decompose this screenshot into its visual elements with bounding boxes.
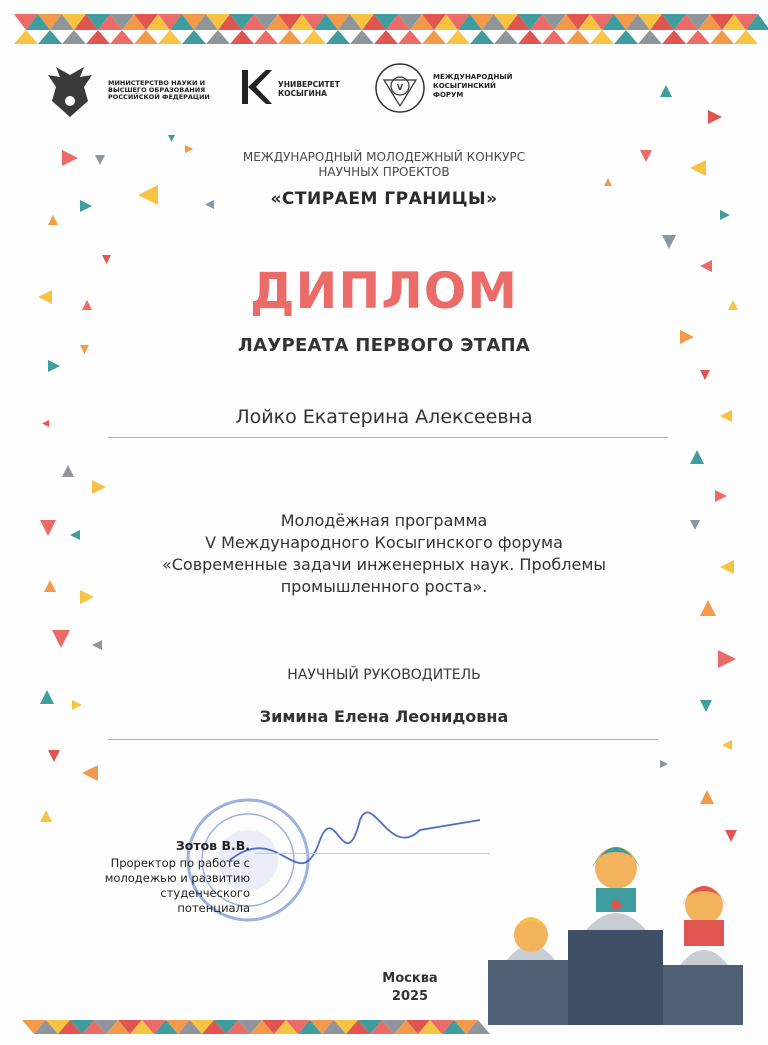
podium-illustration bbox=[488, 847, 743, 1025]
contest-heading bbox=[0, 150, 768, 180]
border-triangle bbox=[614, 30, 638, 44]
scatter-triangle bbox=[92, 480, 106, 494]
svg-text:V: V bbox=[396, 83, 404, 92]
border-triangle bbox=[62, 30, 86, 44]
supervisor-underline bbox=[108, 739, 658, 740]
scatter-triangle bbox=[52, 630, 70, 648]
scatter-triangle bbox=[700, 600, 716, 616]
year: 2025 bbox=[391, 989, 429, 1004]
border-triangle bbox=[422, 30, 446, 44]
border-triangle bbox=[230, 30, 254, 44]
border-triangle bbox=[710, 30, 734, 44]
border-triangle bbox=[14, 30, 38, 44]
border-triangle bbox=[518, 30, 542, 44]
scatter-triangle bbox=[660, 85, 672, 97]
university-logo-icon bbox=[242, 70, 272, 104]
scatter-triangle bbox=[660, 760, 668, 768]
border-triangle bbox=[446, 30, 470, 44]
scatter-triangle bbox=[715, 490, 727, 502]
forum-logo-text bbox=[433, 73, 513, 100]
scatter-triangle bbox=[82, 765, 98, 781]
city: Москва bbox=[382, 971, 438, 986]
scatter-triangle bbox=[662, 235, 676, 249]
recipient-underline bbox=[108, 437, 668, 438]
city-year bbox=[380, 970, 440, 1006]
border-triangle bbox=[734, 30, 758, 44]
scatter-triangle bbox=[700, 790, 714, 804]
forum-logo-line: ФОРУМ bbox=[433, 91, 464, 99]
border-triangle bbox=[350, 30, 374, 44]
forum-logo-icon bbox=[376, 64, 424, 112]
border-triangle bbox=[662, 30, 686, 44]
scatter-triangle bbox=[708, 110, 722, 124]
scatter-triangle bbox=[40, 810, 52, 822]
forum-logo-line: КОСЫГИНСКИЙ bbox=[433, 82, 496, 90]
program-description bbox=[0, 510, 768, 598]
contest-name: «СТИРАЕМ ГРАНИЦЫ» bbox=[270, 189, 498, 209]
scatter-triangle bbox=[725, 830, 737, 842]
top-triangle-border bbox=[14, 14, 768, 44]
border-triangle bbox=[206, 30, 230, 44]
program-line: V Международного Косыгинского форума bbox=[205, 533, 563, 552]
border-triangle bbox=[110, 30, 134, 44]
border-triangle bbox=[278, 30, 302, 44]
border-triangle bbox=[158, 30, 182, 44]
university-logo-line: КОСЫГИНА bbox=[278, 89, 327, 98]
eagle-emblem-icon bbox=[48, 67, 92, 117]
signatory-position-line: Проректор по работе с bbox=[110, 856, 250, 870]
border-triangle bbox=[254, 30, 278, 44]
program-line: «Современные задачи инженерных наук. Проблемы bbox=[161, 555, 607, 574]
scatter-triangle bbox=[48, 360, 60, 372]
border-triangle bbox=[590, 30, 614, 44]
border-triangle bbox=[494, 30, 518, 44]
program-line: промышленного роста». bbox=[280, 577, 488, 596]
border-triangle bbox=[38, 30, 62, 44]
scatter-triangle bbox=[690, 450, 704, 464]
supervisor-label: НАУЧНЫЙ РУКОВОДИТЕЛЬ bbox=[287, 667, 481, 683]
bottom-triangle-border bbox=[22, 1020, 490, 1034]
scatter-triangle bbox=[48, 750, 60, 762]
border-triangle bbox=[326, 30, 350, 44]
diploma-title: ДИПЛОМ bbox=[249, 262, 518, 320]
border-triangle bbox=[638, 30, 662, 44]
scatter-triangle bbox=[700, 370, 710, 380]
supervisor-name: Зимина Елена Леонидовна bbox=[259, 707, 509, 726]
university-logo-text bbox=[278, 80, 340, 98]
scatter-triangle bbox=[48, 215, 58, 225]
border-triangle bbox=[566, 30, 590, 44]
program-line: Молодёжная программа bbox=[280, 511, 488, 530]
contest-heading-line: МЕЖДУНАРОДНЫЙ МОЛОДЕЖНЫЙ КОНКУРС bbox=[242, 150, 526, 164]
signature-line bbox=[255, 853, 490, 854]
signatory-name: Зотов В.В. bbox=[175, 838, 250, 853]
scatter-triangle bbox=[62, 465, 74, 477]
border-triangle bbox=[134, 30, 158, 44]
border-triangle bbox=[398, 30, 422, 44]
university-logo-line: УНИВЕРСИТЕТ bbox=[278, 80, 340, 89]
signatory-position-line: студенческого bbox=[160, 886, 250, 900]
contest-heading-line: НАУЧНЫХ ПРОЕКТОВ bbox=[318, 165, 450, 179]
scatter-triangle bbox=[718, 650, 736, 668]
signatory-position-line: потенциала bbox=[177, 901, 250, 915]
ministry-logo-text: МИНИСТЕРСТВО НАУКИ И ВЫСШЕГО ОБРАЗОВАНИЯ РОССИЙСКОЙ ФЕДЕРАЦИИ bbox=[108, 79, 210, 101]
recipient-name: Лойко Екатерина Алексеевна bbox=[235, 406, 533, 428]
signatory-position bbox=[60, 856, 250, 916]
border-triangle bbox=[86, 30, 110, 44]
scatter-triangle bbox=[722, 740, 732, 750]
scatter-triangle bbox=[40, 690, 54, 704]
border-triangle bbox=[470, 30, 494, 44]
scatter-triangle bbox=[92, 640, 102, 650]
scatter-triangle bbox=[168, 135, 175, 142]
diploma-subtitle: ЛАУРЕАТА ПЕРВОГО ЭТАПА bbox=[237, 335, 531, 356]
signatory-position-line: молодежью и развитию bbox=[104, 871, 250, 885]
border-triangle bbox=[542, 30, 566, 44]
scatter-triangle bbox=[720, 210, 730, 220]
border-triangle bbox=[302, 30, 326, 44]
border-triangle bbox=[182, 30, 206, 44]
border-triangle bbox=[686, 30, 710, 44]
border-triangle bbox=[374, 30, 398, 44]
forum-logo-line: МЕЖДУНАРОДНЫЙ bbox=[433, 73, 513, 81]
